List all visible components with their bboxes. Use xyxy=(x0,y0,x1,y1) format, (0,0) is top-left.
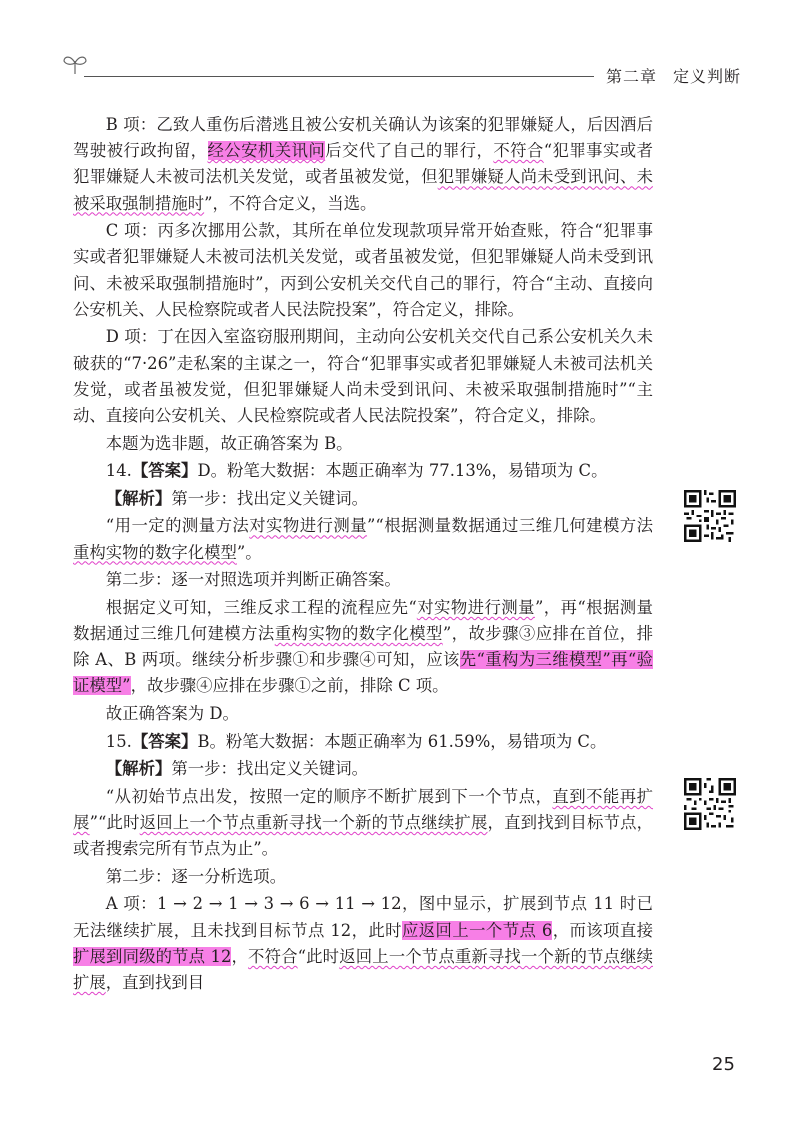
analysis-14-body xyxy=(73,595,653,700)
answer-tag: 【答案】 xyxy=(131,731,198,751)
question-number: 14. xyxy=(105,461,132,481)
text-span: ，故步骤④应排在步骤①之前，排除 C 项。 xyxy=(130,676,449,696)
underlined-text: 重构实物的数字化模型 xyxy=(73,542,237,562)
analysis-tag: 【解析】 xyxy=(105,759,172,779)
underlined-text: 对实物进行测量 xyxy=(249,516,368,536)
option-a-15 xyxy=(73,891,653,996)
analysis-15-step2: 第二步：逐一分析选项。 xyxy=(105,866,287,886)
text-span: 根据定义可知，三维反求工程的流程应先“ xyxy=(105,597,417,617)
section-title: 定义判断 xyxy=(673,67,742,86)
highlighted-text: 扩展到同级的节点 12 xyxy=(73,946,232,966)
qr-code-icon[interactable] xyxy=(684,490,736,542)
sprout-icon xyxy=(62,52,88,76)
text-span: ，直到找到目 xyxy=(105,972,205,992)
highlighted-text: 应返回上一个节点 6 xyxy=(401,920,553,940)
underlined-text: 返回上一个节点重新寻找一个新的节点继续扩展 xyxy=(139,812,488,832)
underlined-text: 不符合 xyxy=(493,141,544,161)
text-span: ”，不符合定义，当选。 xyxy=(204,193,377,213)
text-span: ”，故步骤③应排在首位，排除 A、B 两项。继续分析步骤①和步骤④可知，应该 xyxy=(73,623,653,670)
text-span: “从初始节点出发，按照一定的顺序不断扩展到下一个节点， xyxy=(105,786,553,806)
analysis-tag: 【解析】 xyxy=(105,488,172,508)
text-span: “用一定的测量方法 xyxy=(105,516,250,536)
text-span: ”“根据测量数据通过三维几何建模方法 xyxy=(367,516,654,536)
page-body xyxy=(73,112,653,998)
underlined-text: 直到不能再扩展 xyxy=(73,786,654,832)
text-span: “犯罪事实或者犯罪嫌疑人未被司法机关发觉，或者虽被发觉，但 xyxy=(73,141,654,187)
header-rule xyxy=(84,76,594,77)
page-header xyxy=(0,0,800,100)
answer-14 xyxy=(73,458,653,484)
analysis-14-step2: 第二步：逐一对照选项并判断正确答案。 xyxy=(105,570,401,590)
answer-text: D。粉笔大数据：本题正确率为 77.13%，易错项为 C。 xyxy=(197,461,608,481)
keywords-15 xyxy=(73,784,653,863)
analysis-15-step1 xyxy=(73,756,653,782)
underlined-text: 重构实物的数字化模型 xyxy=(274,623,443,643)
underlined-text: 犯罪嫌疑人尚未受到讯问、未被采取强制措施时 xyxy=(73,167,653,213)
text-span: ”。 xyxy=(236,542,262,562)
page-number: 25 xyxy=(712,1054,735,1075)
text-span: “此时 xyxy=(297,946,340,966)
text-span: ”，再“根据测量数据通过三维几何建模方法 xyxy=(73,597,653,643)
question-number: 15. xyxy=(105,731,132,751)
conclusion-14: 故正确答案为 D。 xyxy=(105,703,239,723)
text-span: ，直到找到目标节点，或者搜索完所有节点为止”。 xyxy=(73,812,654,859)
text-span: 第一步：找出定义关键词。 xyxy=(171,759,369,779)
chapter-title xyxy=(606,64,741,87)
answer-tag: 【答案】 xyxy=(131,461,198,481)
keywords-14 xyxy=(73,513,653,565)
text-span: B 项：乙致人重伤后潜逃且被公安机关确认为该案的犯罪嫌疑人，后因酒后驾驶被行政拘留， xyxy=(73,115,653,161)
highlighted-text: 先“重构为三维模型”再“验证模型” xyxy=(73,650,653,696)
text-span: ，而该项直接 xyxy=(552,920,654,940)
option-d-paragraph: D 项：丁在因入室盗窃服刑期间，主动向公安机关交代自己系公安机关久未破获的“7·26”走私案的主谋之一，符合“犯罪事实或者犯罪嫌疑人未被司法机关发觉，或者虽被发觉，但犯罪嫌疑人尚未受到讯问、未被采取强制措施时”“主动、直接向公安机关、人民检察院或者人民法院投案”，符合定义，排除。 xyxy=(73,327,653,426)
highlighted-text: 经公安机关讯问 xyxy=(207,141,326,161)
conclusion-13: 本题为选非题，故正确答案为 B。 xyxy=(105,433,353,453)
text-span: 第一步：找出定义关键词。 xyxy=(171,488,369,508)
chapter-number: 第二章 xyxy=(606,67,658,86)
underlined-text: 对实物进行测量 xyxy=(416,597,535,617)
text-span: ， xyxy=(231,946,249,966)
underlined-text: 返回上一个节点重新寻找一个新的节点继续扩展 xyxy=(73,946,653,992)
analysis-14-step1 xyxy=(73,486,653,512)
answer-15 xyxy=(73,729,653,755)
answer-text: B。粉笔大数据：本题正确率为 61.59%，易错项为 C。 xyxy=(197,731,607,751)
text-span: A 项：1 → 2 → 1 → 3 → 6 → 11 → 12，图中显示，扩展到节点 11 时已无法继续扩展，且未找到目标节点 12，此时 xyxy=(73,894,653,940)
qr-code-icon[interactable] xyxy=(684,778,736,830)
option-c-paragraph: C 项：丙多次挪用公款，其所在单位发现款项异常开始查账，符合“犯罪事实或者犯罪嫌疑人未被司法机关发觉，或者虽被发觉，但犯罪嫌疑人尚未受到讯问、未被采取强制措施时”，丙到公安机关交代自己的罪行，符合“主动、直接向公安机关、人民检察院或者人民法院投案”，符合定义，排除。 xyxy=(73,221,653,319)
text-span: ”“此时 xyxy=(89,812,140,832)
text-span: 后交代了自己的罪行， xyxy=(325,141,494,161)
option-b-paragraph xyxy=(73,112,653,217)
underlined-text: 不符合 xyxy=(248,946,298,966)
